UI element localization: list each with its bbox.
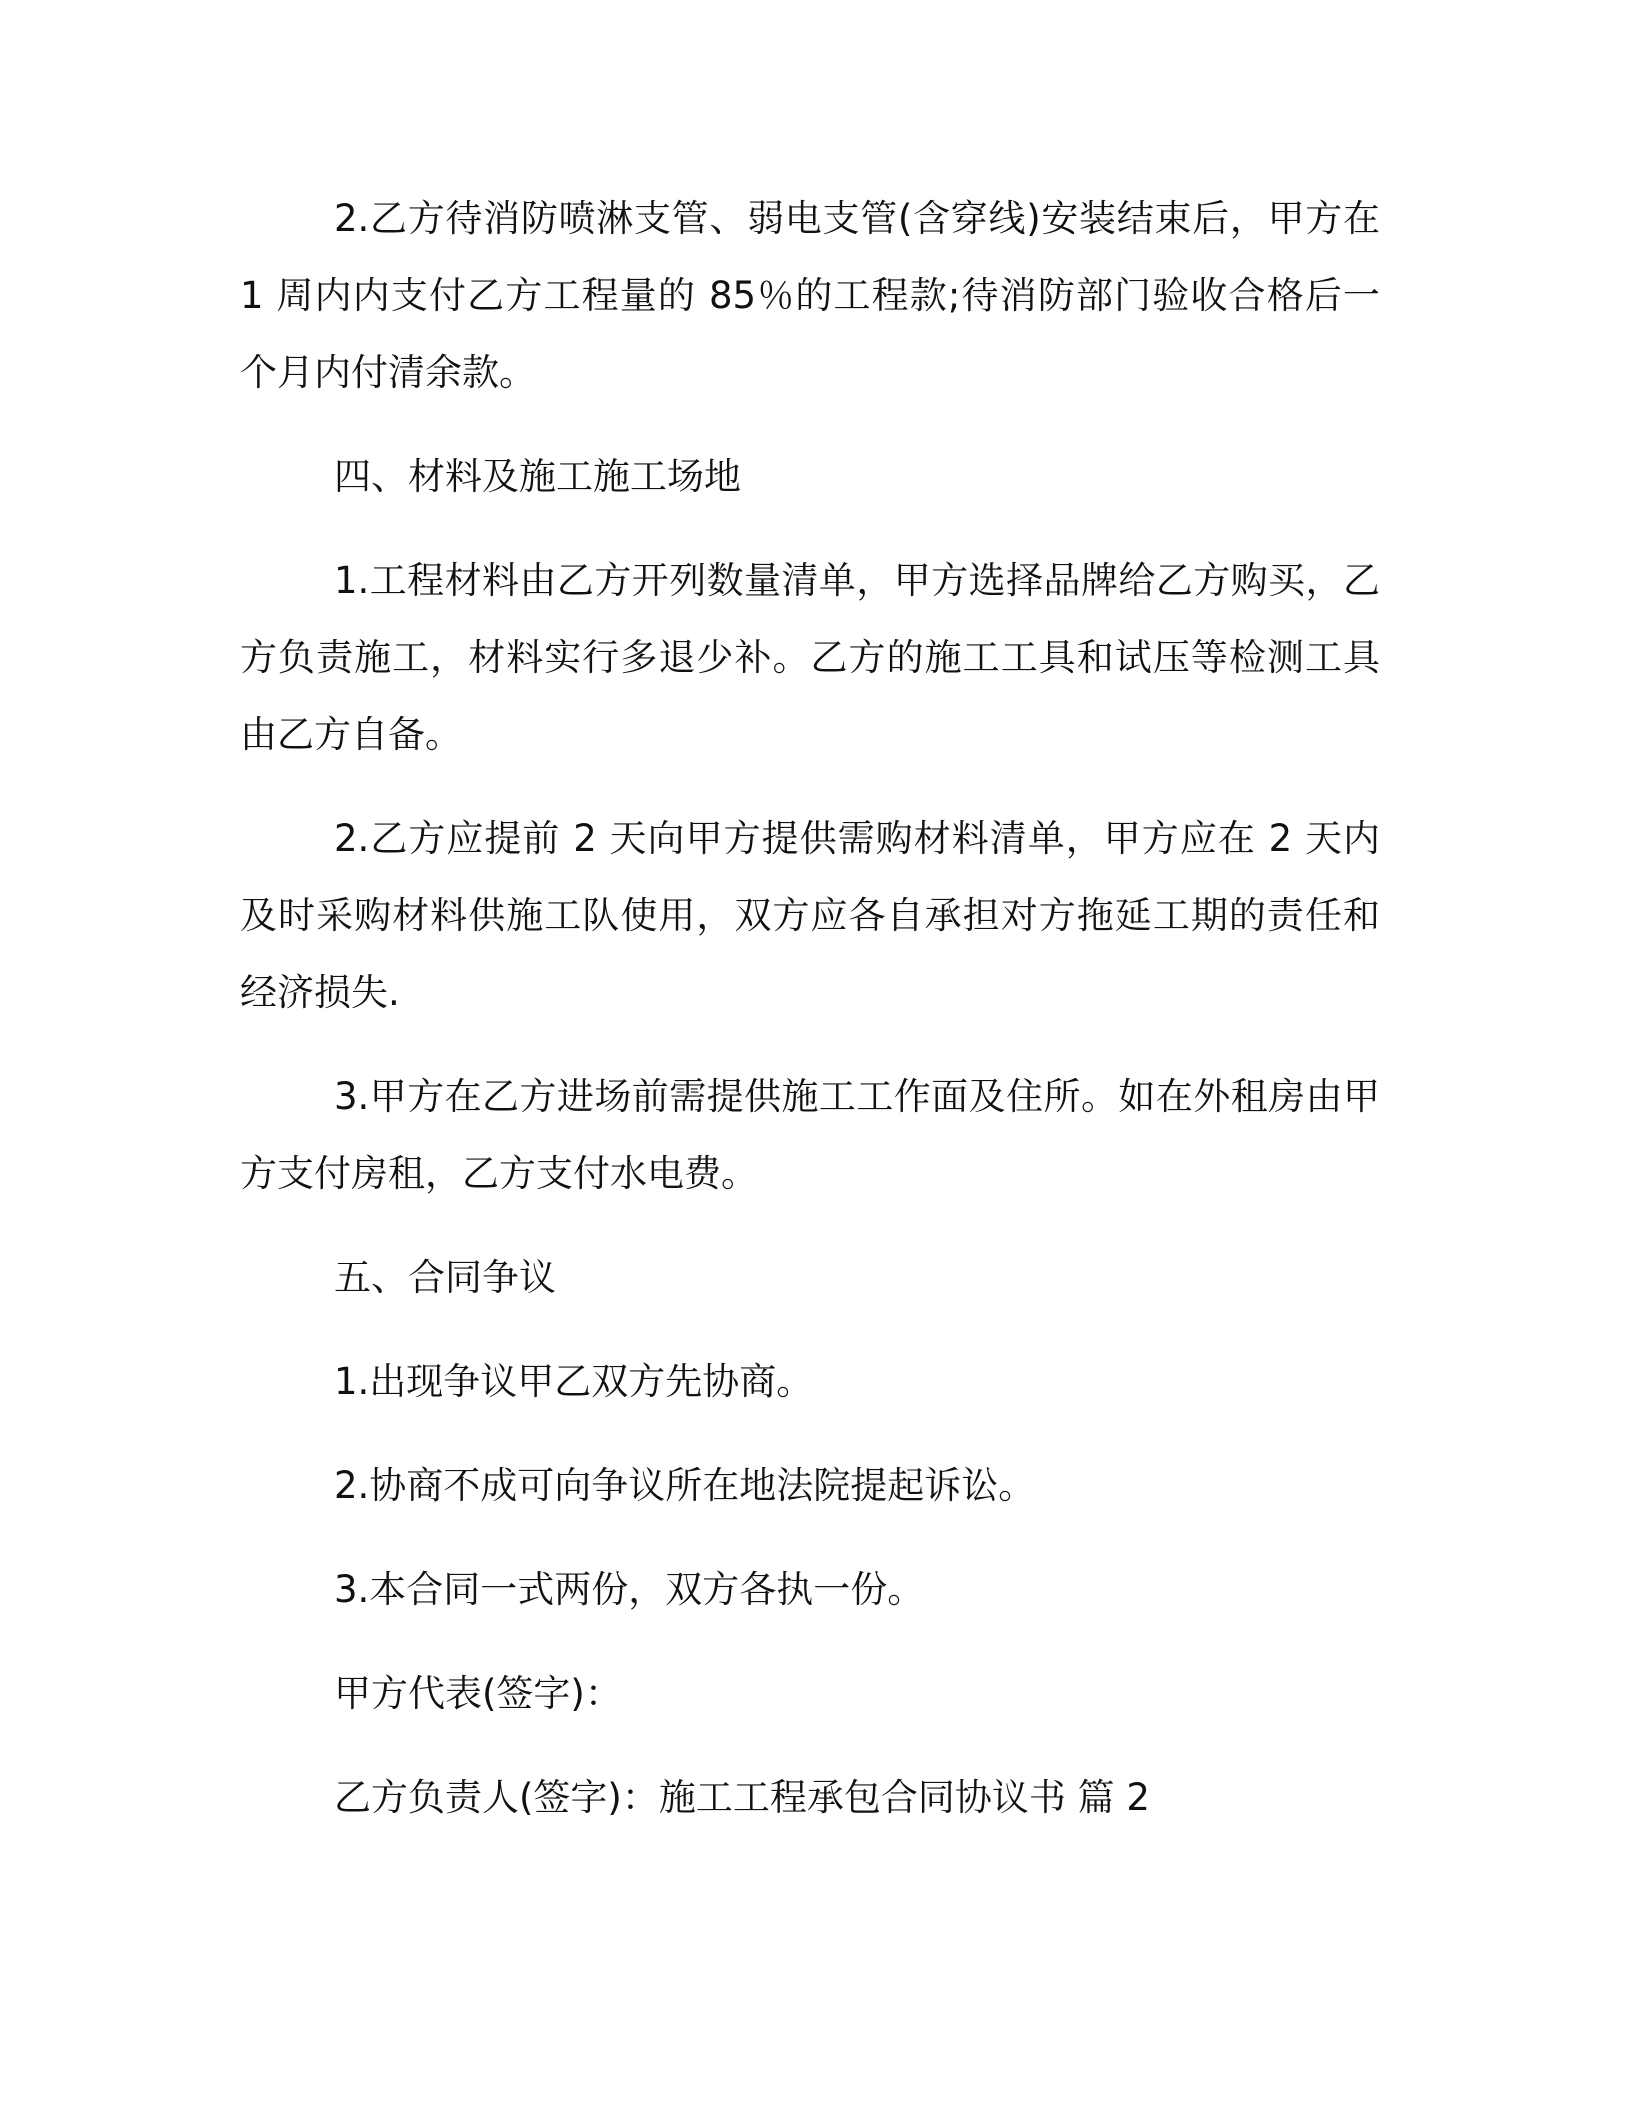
section-heading-dispute: 五、合同争议 — [334, 1256, 556, 1299]
paragraph-payment-terms: 2.乙方待消防喷淋支管、弱电支管(含穿线)安装结束后，甲方在 1 周内内支付乙方工程量的 85％的工程款;待消防部门验收合格后一个月内付清余款。 — [240, 197, 1380, 394]
paragraph-materials-2: 2.乙方应提前 2 天向甲方提供需购材料清单，甲方应在 2 天内及时采购材料供施工队使用，双方应各自承担对方拖延工期的责任和经济损失. — [240, 817, 1380, 1014]
paragraph-dispute-2: 2.协商不成可向争议所在地法院提起诉讼。 — [334, 1464, 1036, 1507]
paragraph-dispute-1: 1.出现争议甲乙双方先协商。 — [334, 1360, 814, 1403]
party-b-signature-line: 乙方负责人(签字)：施工工程承包合同协议书 篇 2 — [334, 1776, 1150, 1819]
section-heading-materials: 四、材料及施工施工场地 — [334, 455, 741, 498]
document-body — [240, 180, 1380, 1863]
paragraph-materials-3: 3.甲方在乙方进场前需提供施工工作面及住所。如在外租房由甲方支付房租，乙方支付水电费。 — [240, 1075, 1380, 1195]
paragraph-dispute-3: 3.本合同一式两份，双方各执一份。 — [334, 1568, 925, 1611]
paragraph-materials-1: 1.工程材料由乙方开列数量清单，甲方选择品牌给乙方购买，乙方负责施工，材料实行多退少补。乙方的施工工具和试压等检测工具由乙方自备。 — [240, 559, 1380, 756]
party-a-signature-line: 甲方代表(签字)： — [334, 1672, 622, 1715]
